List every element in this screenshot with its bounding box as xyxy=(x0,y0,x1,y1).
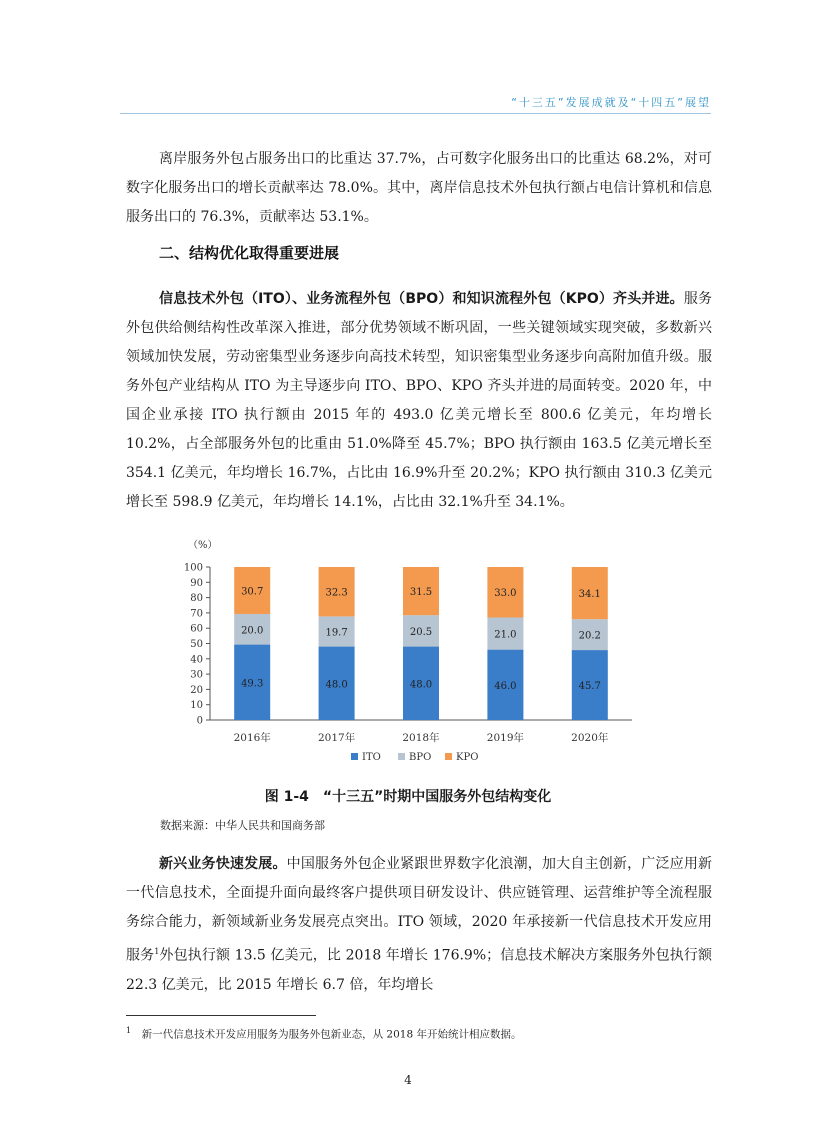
data-label: 32.3 xyxy=(325,587,348,599)
y-tick-label: 60 xyxy=(190,623,203,635)
x-tick-label: 2019年 xyxy=(486,732,525,744)
footnote-rule xyxy=(126,1015,316,1016)
y-tick-label: 50 xyxy=(190,639,203,650)
legend-label: BPO xyxy=(409,752,432,763)
paragraph-3-lead: 新兴业务快速发展。 xyxy=(159,856,287,872)
paragraph-1: 离岸服务外包占服务出口的比重达 37.7%，占可数字化服务出口的比重达 68.2%，对可数字化服务出口的增长贡献率达 78.0%。其中，离岸信息技术外包执行额占电信计算机和信息服务出口的 76.3%，贡献率达 53.1%。 xyxy=(126,151,712,225)
y-unit-label: （%） xyxy=(188,540,218,551)
legend-label: ITO xyxy=(362,752,381,763)
y-tick-label: 100 xyxy=(183,562,203,574)
legend-swatch-bpo xyxy=(398,753,405,760)
legend-swatch-kpo xyxy=(445,753,452,760)
x-tick-label: 2020年 xyxy=(571,732,609,744)
data-label: 30.7 xyxy=(241,586,264,598)
y-tick-label: 90 xyxy=(190,577,203,589)
running-header: “十三五”发展成就及“十四五”展望 xyxy=(511,96,711,109)
data-label: 19.7 xyxy=(325,627,348,639)
y-tick-label: 10 xyxy=(190,700,203,712)
x-tick-label: 2017年 xyxy=(317,732,356,744)
data-label: 20.0 xyxy=(241,625,264,637)
y-tick-label: 0 xyxy=(196,715,203,727)
footnote-ref[interactable]: 1 xyxy=(154,947,160,956)
legend-swatch-ito xyxy=(351,753,358,760)
data-label: 46.0 xyxy=(494,680,517,692)
y-tick-label: 70 xyxy=(190,608,203,620)
data-label: 48.0 xyxy=(325,679,348,691)
legend-label: KPO xyxy=(456,752,479,763)
y-tick-label: 40 xyxy=(190,654,203,666)
footnote-marker: 1 xyxy=(126,1026,132,1035)
y-tick-label: 20 xyxy=(190,684,203,696)
paragraph-2 xyxy=(126,285,712,517)
x-tick-label: 2016年 xyxy=(233,732,271,744)
data-label: 49.3 xyxy=(241,678,264,690)
section-heading: 二、结构优化取得重要进展 xyxy=(159,244,340,262)
footnote-text: 新一代信息技术开发应用服务为服务外包新业态，从 2018 年开始统计相应数据。 xyxy=(141,1028,522,1041)
data-label: 34.1 xyxy=(578,589,601,601)
paragraph-2-body: 服务外包供给侧结构性改革深入推进，部分优势领域不断巩固，一些关键领域实现突破，多数新兴领域加快发展，劳动密集型业务逐步向高技术转型，知识密集型业务逐步向高附加值升级。服务外包产业结构从 ITO 为主导逐步向 ITO、BPO、KPO 齐头并进的局面转变。2020 年，中国企业承接 ITO 执行额由 2015 年的 493.0 亿美元增长至 800.6 亿美元，年均增长 10.2%，占全部服务外包的比重由 51.0%降至 45.7%；BPO 执行额由 163.5 亿美元增长至 354.1 亿美元，年均增长 16.7%，占比由 16.9%升至 20.2%；KPO 执行额由 310.3 亿美元增长至 598.9 亿美元，年均增长 14.1%，占比由 32.1%升至 34.1%。 xyxy=(126,291,713,510)
paragraph-3-body-a: 中国服务外包企业紧跟世界数字化浪潮，加大自主创新，广泛应用新一代信息技术，全面提升面向最终客户提供项目研发设计、供应链管理、运营维护等全流程服务综合能力，新领域新业务发展亮点突出。ITO 领域，2020 年承接新一代信息技术开发应用服务 xyxy=(126,856,713,964)
data-label: 20.2 xyxy=(578,630,601,642)
footnote xyxy=(126,1026,522,1042)
data-label: 33.0 xyxy=(494,588,517,600)
data-label: 20.5 xyxy=(409,626,433,638)
header-rule xyxy=(120,113,711,114)
page-number: 4 xyxy=(404,1073,412,1087)
data-label: 21.0 xyxy=(494,629,517,641)
figure-source: 数据来源：中华人民共和国商务部 xyxy=(160,819,325,832)
y-tick-label: 30 xyxy=(190,669,203,681)
paragraph-2-lead: 信息技术外包（ITO）、业务流程外包（BPO）和知识流程外包（KPO）齐头并进。 xyxy=(159,291,684,307)
paragraph-3 xyxy=(126,850,712,1000)
x-tick-label: 2018年 xyxy=(402,732,440,744)
y-tick-label: 80 xyxy=(190,593,203,605)
figure-caption: 图 1-4 “十三五”时期中国服务外包结构变化 xyxy=(264,789,552,805)
data-label: 31.5 xyxy=(409,587,433,599)
data-label: 45.7 xyxy=(578,681,601,693)
data-label: 48.0 xyxy=(409,679,433,691)
paragraph-3-body-b: 外包执行额 13.5 亿美元，比 2018 年增长 176.9%；信息技术解决方案服务外包执行额 22.3 亿美元，比 2015 年增长 6.7 倍，年均增长 xyxy=(126,947,712,993)
stacked-bar-chart xyxy=(160,535,640,775)
